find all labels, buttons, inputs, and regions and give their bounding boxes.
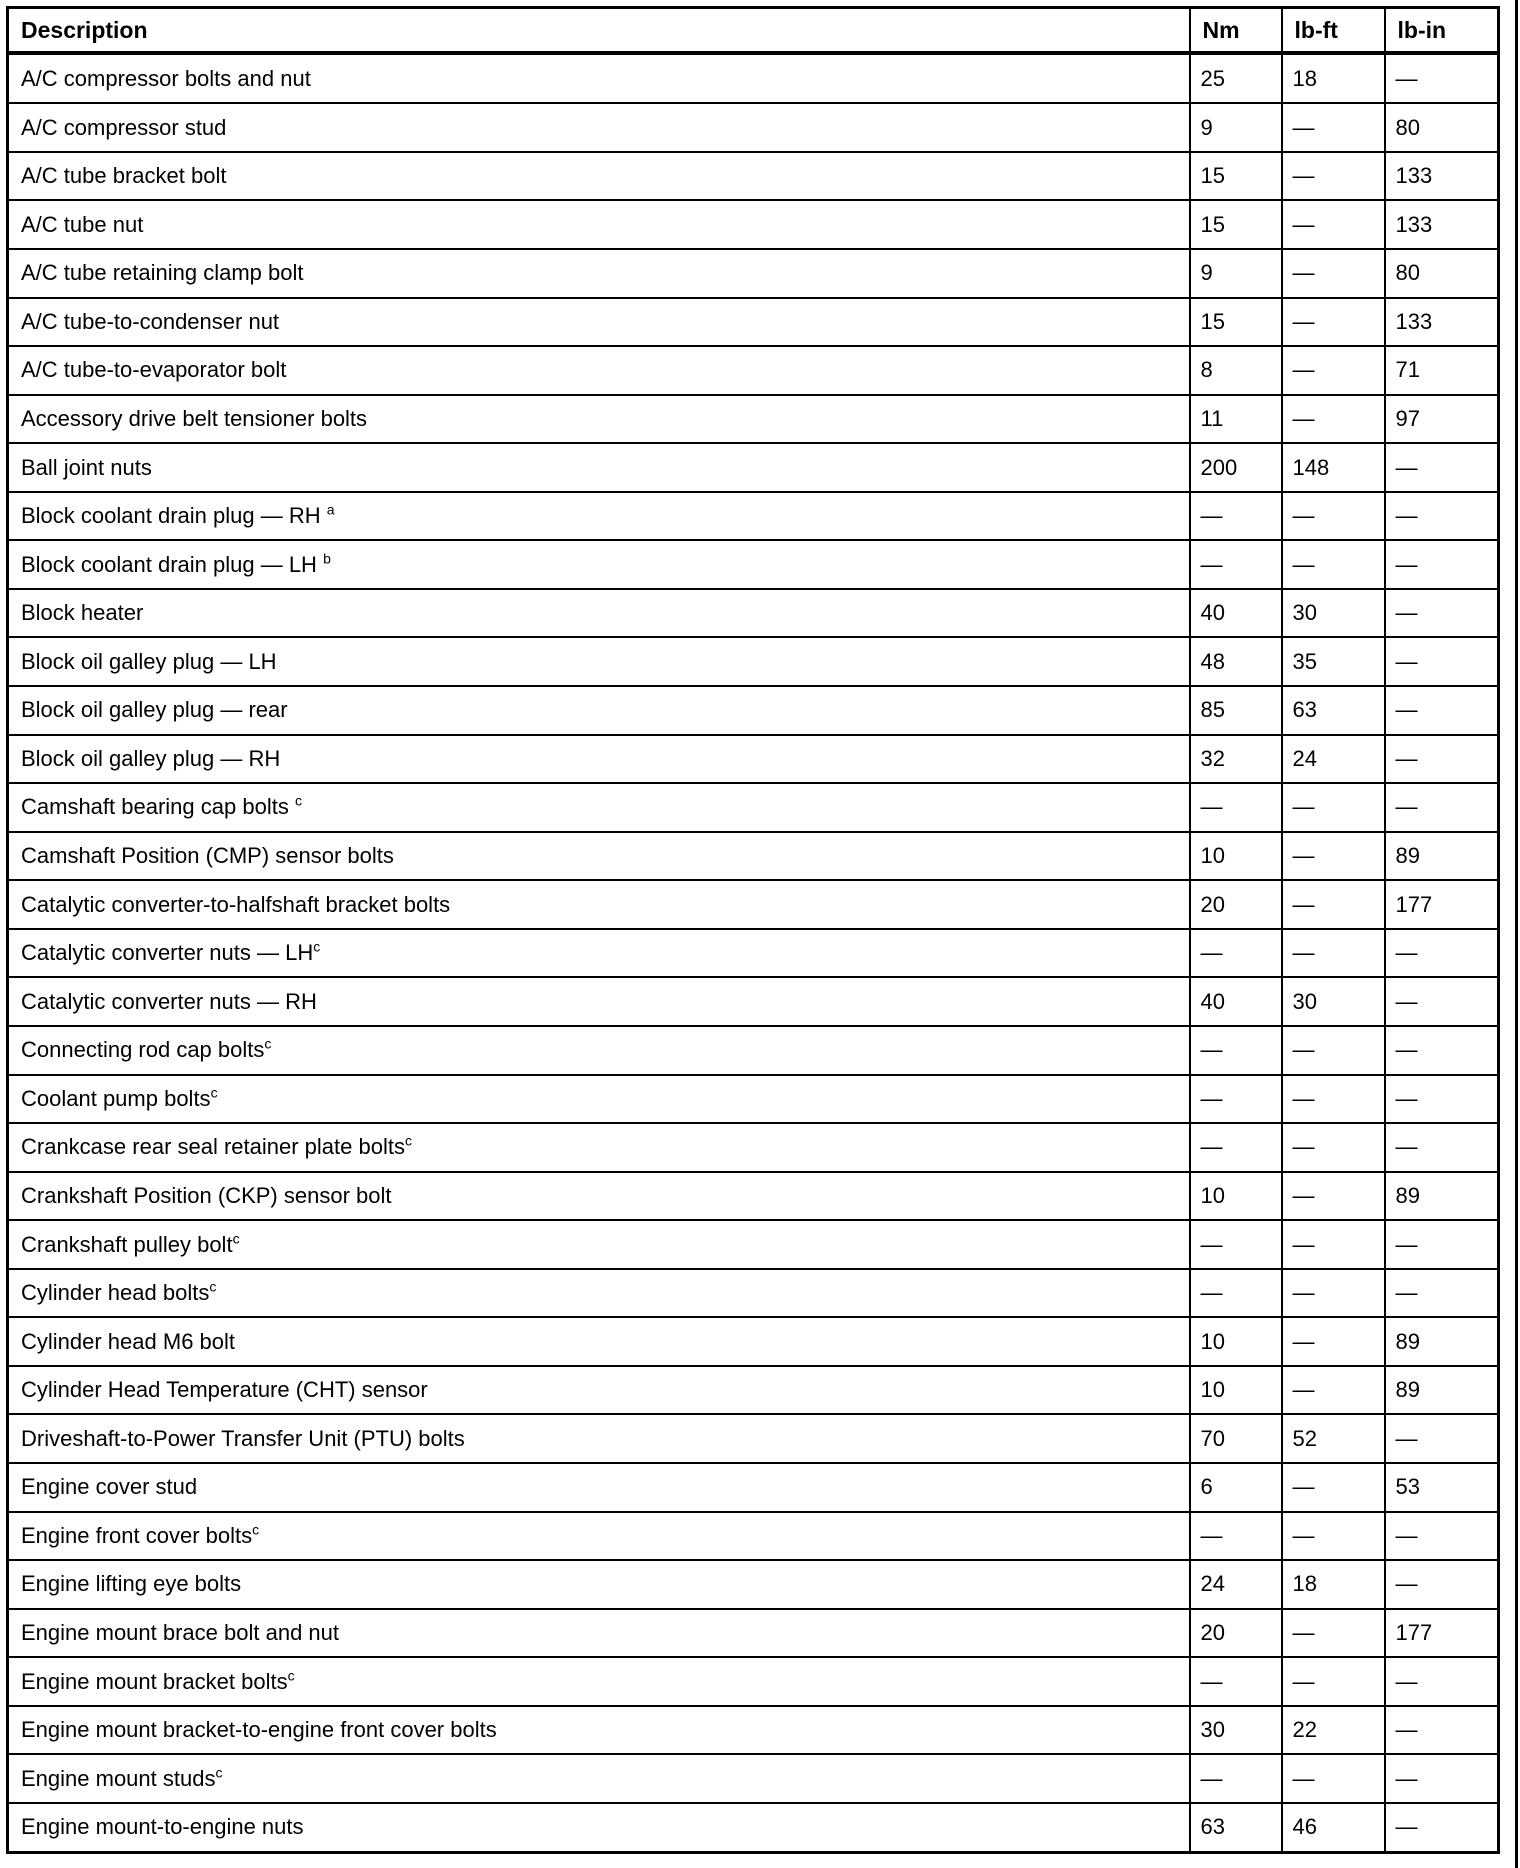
description-cell [8, 589, 1190, 638]
description-text: Block oil galley plug — RH [21, 745, 281, 771]
table-row [8, 1366, 1499, 1415]
description-cell [8, 200, 1190, 249]
description-cell [8, 1317, 1190, 1366]
description-text: A/C tube nut [21, 211, 144, 237]
lb-in-value-cell: 177 [1385, 880, 1499, 929]
nm-value-cell: — [1190, 1026, 1282, 1075]
footnote-marker: c [252, 1521, 260, 1538]
description-cell [8, 929, 1190, 978]
description-text: Block coolant drain plug — LH [21, 551, 324, 577]
table-row [8, 929, 1499, 978]
table-row [8, 1560, 1499, 1609]
description-cell [8, 1366, 1190, 1415]
description-text: Crankshaft Position (CKP) sensor bolt [21, 1182, 392, 1208]
lb-ft-value-cell: — [1282, 298, 1385, 347]
lb-ft-value-cell: — [1282, 1512, 1385, 1561]
table-row [8, 298, 1499, 347]
nm-value-cell: — [1190, 783, 1282, 832]
lb-in-value-cell: — [1385, 1269, 1499, 1318]
nm-value-cell: 6 [1190, 1463, 1282, 1512]
lb-in-value-cell: 177 [1385, 1609, 1499, 1658]
lb-in-value-cell: — [1385, 492, 1499, 541]
table-row [8, 1269, 1499, 1318]
nm-value-cell: 15 [1190, 298, 1282, 347]
footnote-marker: c [209, 1278, 217, 1295]
table-row [8, 1754, 1499, 1803]
description-text: A/C tube-to-condenser nut [21, 308, 280, 334]
description-text: Camshaft Position (CMP) sensor bolts [21, 843, 394, 869]
description-cell [8, 1609, 1190, 1658]
footnote-marker: c [404, 1133, 412, 1150]
lb-ft-value-cell: — [1282, 783, 1385, 832]
lb-in-value-cell: 133 [1385, 200, 1499, 249]
lb-ft-value-cell: — [1282, 1657, 1385, 1706]
table-row [8, 1317, 1499, 1366]
description-text: Engine mount-to-engine nuts [21, 1814, 304, 1840]
footnote-marker: c [232, 1230, 240, 1247]
description-cell [8, 53, 1190, 103]
lb-ft-value-cell: 30 [1282, 977, 1385, 1026]
table-row [8, 832, 1499, 881]
nm-value-cell: 85 [1190, 686, 1282, 735]
table-row [8, 977, 1499, 1026]
lb-ft-value-cell: 148 [1282, 443, 1385, 492]
torque-specifications-table [6, 6, 1500, 1854]
table-row [8, 1609, 1499, 1658]
table-row [8, 783, 1499, 832]
nm-value-cell: 200 [1190, 443, 1282, 492]
table-row [8, 395, 1499, 444]
table-row [8, 589, 1499, 638]
footnote-marker: c [264, 1035, 272, 1052]
footnote-marker: c [294, 793, 302, 810]
lb-ft-value-cell: — [1282, 1269, 1385, 1318]
table-row [8, 200, 1499, 249]
lb-ft-value-cell: — [1282, 1075, 1385, 1124]
lb-in-value-cell: — [1385, 1075, 1499, 1124]
description-text: Accessory drive belt tensioner bolts [21, 405, 368, 431]
lb-ft-value-cell: — [1282, 492, 1385, 541]
description-text: Engine lifting eye bolts [21, 1571, 242, 1597]
footnote-marker: c [287, 1667, 295, 1684]
table-row [8, 1463, 1499, 1512]
description-cell [8, 637, 1190, 686]
footnote-marker: c [215, 1764, 223, 1781]
table-row [8, 637, 1499, 686]
description-cell [8, 1220, 1190, 1269]
lb-ft-value-cell: 52 [1282, 1414, 1385, 1463]
lb-in-value-cell: 89 [1385, 832, 1499, 881]
nm-value-cell: 63 [1190, 1803, 1282, 1853]
description-cell [8, 1706, 1190, 1755]
nm-value-cell: 48 [1190, 637, 1282, 686]
nm-value-cell: 15 [1190, 200, 1282, 249]
description-cell [8, 1560, 1190, 1609]
description-text: A/C compressor stud [21, 114, 227, 140]
nm-value-cell: 15 [1190, 152, 1282, 201]
nm-value-cell: — [1190, 1269, 1282, 1318]
lb-in-value-cell: — [1385, 443, 1499, 492]
description-text: Cylinder Head Temperature (CHT) sensor [21, 1377, 428, 1403]
lb-ft-value-cell: 30 [1282, 589, 1385, 638]
description-cell [8, 1075, 1190, 1124]
nm-value-cell: — [1190, 492, 1282, 541]
lb-ft-value-cell: — [1282, 200, 1385, 249]
table-row [8, 1172, 1499, 1221]
lb-in-value-cell: — [1385, 1754, 1499, 1803]
description-cell [8, 1026, 1190, 1075]
description-text: Engine mount brace bolt and nut [21, 1620, 340, 1646]
lb-ft-value-cell: — [1282, 1463, 1385, 1512]
lb-in-value-cell: 89 [1385, 1172, 1499, 1221]
table-row [8, 1706, 1499, 1755]
table-row [8, 249, 1499, 298]
footnote-marker: c [210, 1084, 218, 1101]
nm-value-cell: 11 [1190, 395, 1282, 444]
table-row [8, 443, 1499, 492]
column-header-description: Description [8, 8, 1190, 54]
lb-ft-value-cell: — [1282, 1754, 1385, 1803]
nm-value-cell: 10 [1190, 1366, 1282, 1415]
description-text: Driveshaft-to-Power Transfer Unit (PTU) bolts [21, 1425, 465, 1451]
description-text: Engine cover stud [21, 1474, 198, 1500]
description-cell [8, 783, 1190, 832]
description-cell [8, 1803, 1190, 1853]
lb-in-value-cell: — [1385, 1706, 1499, 1755]
description-text: A/C tube retaining clamp bolt [21, 260, 304, 286]
nm-value-cell: — [1190, 929, 1282, 978]
column-header-lb-in: lb-in [1385, 8, 1499, 54]
footnote-marker: b [323, 550, 331, 567]
description-cell [8, 298, 1190, 347]
nm-value-cell: — [1190, 1075, 1282, 1124]
description-cell [8, 395, 1190, 444]
table-row [8, 1220, 1499, 1269]
nm-value-cell: 24 [1190, 1560, 1282, 1609]
description-cell [8, 346, 1190, 395]
lb-ft-value-cell: — [1282, 249, 1385, 298]
nm-value-cell: 10 [1190, 1172, 1282, 1221]
table-header [8, 8, 1499, 54]
lb-in-value-cell: — [1385, 929, 1499, 978]
lb-in-value-cell: — [1385, 1123, 1499, 1172]
lb-ft-value-cell: 35 [1282, 637, 1385, 686]
lb-ft-value-cell: 46 [1282, 1803, 1385, 1853]
table-row [8, 880, 1499, 929]
nm-value-cell: 9 [1190, 103, 1282, 152]
lb-ft-value-cell: — [1282, 832, 1385, 881]
description-cell [8, 1172, 1190, 1221]
description-text: Engine mount studs [21, 1765, 216, 1791]
description-cell [8, 977, 1190, 1026]
table-row [8, 53, 1499, 103]
lb-ft-value-cell: — [1282, 1609, 1385, 1658]
description-cell [8, 880, 1190, 929]
nm-value-cell: 10 [1190, 1317, 1282, 1366]
description-text: A/C tube bracket bolt [21, 163, 227, 189]
description-text: Crankcase rear seal retainer plate bolts [21, 1134, 405, 1160]
table-row [8, 103, 1499, 152]
lb-in-value-cell: 97 [1385, 395, 1499, 444]
lb-ft-value-cell: — [1282, 1026, 1385, 1075]
table-row [8, 1512, 1499, 1561]
nm-value-cell: 8 [1190, 346, 1282, 395]
description-text: A/C tube-to-evaporator bolt [21, 357, 287, 383]
lb-ft-value-cell: — [1282, 880, 1385, 929]
table-row [8, 1657, 1499, 1706]
description-text: Catalytic converter-to-halfshaft bracket bolts [21, 891, 451, 917]
lb-in-value-cell: 80 [1385, 103, 1499, 152]
description-cell [8, 152, 1190, 201]
description-text: Engine mount bracket-to-engine front cover bolts [21, 1717, 497, 1743]
description-text: Block oil galley plug — rear [21, 697, 288, 723]
lb-in-value-cell: — [1385, 1560, 1499, 1609]
nm-value-cell: 30 [1190, 1706, 1282, 1755]
lb-in-value-cell: 133 [1385, 298, 1499, 347]
lb-in-value-cell: — [1385, 1512, 1499, 1561]
lb-ft-value-cell: — [1282, 1123, 1385, 1172]
lb-ft-value-cell: — [1282, 1366, 1385, 1415]
description-text: Crankshaft pulley bolt [21, 1231, 233, 1257]
nm-value-cell: — [1190, 1657, 1282, 1706]
column-header-lb-ft: lb-ft [1282, 8, 1385, 54]
nm-value-cell: 32 [1190, 735, 1282, 784]
page-edge-line [1515, 0, 1518, 1868]
table-row [8, 1123, 1499, 1172]
description-text: Catalytic converter nuts — LH [21, 940, 314, 966]
nm-value-cell: 70 [1190, 1414, 1282, 1463]
lb-ft-value-cell: — [1282, 540, 1385, 589]
description-cell [8, 832, 1190, 881]
lb-ft-value-cell: — [1282, 929, 1385, 978]
description-text: Block oil galley plug — LH [21, 648, 277, 674]
description-cell [8, 686, 1190, 735]
lb-ft-value-cell: — [1282, 152, 1385, 201]
table-row [8, 152, 1499, 201]
description-cell [8, 1463, 1190, 1512]
description-text: A/C compressor bolts and nut [21, 65, 311, 91]
table-row [8, 346, 1499, 395]
nm-value-cell: — [1190, 540, 1282, 589]
description-text: Cylinder head M6 bolt [21, 1328, 236, 1354]
lb-in-value-cell: 71 [1385, 346, 1499, 395]
lb-in-value-cell: 89 [1385, 1366, 1499, 1415]
description-text: Engine mount bracket bolts [21, 1668, 288, 1694]
nm-value-cell: 40 [1190, 589, 1282, 638]
description-text: Catalytic converter nuts — RH [21, 988, 317, 1014]
description-cell [8, 1657, 1190, 1706]
table-row [8, 686, 1499, 735]
description-cell [8, 1269, 1190, 1318]
table-row [8, 1803, 1499, 1853]
lb-in-value-cell: 53 [1385, 1463, 1499, 1512]
description-text: Engine front cover bolts [21, 1522, 253, 1548]
description-cell [8, 249, 1190, 298]
description-text: Block coolant drain plug — RH [21, 503, 327, 529]
lb-in-value-cell: — [1385, 686, 1499, 735]
lb-ft-value-cell: 18 [1282, 53, 1385, 103]
description-text: Cylinder head bolts [21, 1280, 210, 1306]
lb-ft-value-cell: — [1282, 395, 1385, 444]
lb-ft-value-cell: 18 [1282, 1560, 1385, 1609]
description-cell [8, 492, 1190, 541]
nm-value-cell: — [1190, 1123, 1282, 1172]
lb-ft-value-cell: 24 [1282, 735, 1385, 784]
table-row [8, 1026, 1499, 1075]
description-cell [8, 103, 1190, 152]
lb-in-value-cell: — [1385, 1803, 1499, 1853]
table-row [8, 735, 1499, 784]
nm-value-cell: — [1190, 1220, 1282, 1269]
description-text: Block heater [21, 600, 144, 626]
lb-in-value-cell: — [1385, 1414, 1499, 1463]
lb-in-value-cell: — [1385, 1026, 1499, 1075]
lb-in-value-cell: — [1385, 735, 1499, 784]
lb-in-value-cell: 89 [1385, 1317, 1499, 1366]
nm-value-cell: — [1190, 1754, 1282, 1803]
lb-in-value-cell: — [1385, 783, 1499, 832]
nm-value-cell: 25 [1190, 53, 1282, 103]
lb-ft-value-cell: — [1282, 1172, 1385, 1221]
description-text: Ball joint nuts [21, 454, 152, 480]
lb-ft-value-cell: — [1282, 103, 1385, 152]
lb-ft-value-cell: — [1282, 1317, 1385, 1366]
description-text: Camshaft bearing cap bolts [21, 794, 295, 820]
nm-value-cell: 20 [1190, 1609, 1282, 1658]
nm-value-cell: 20 [1190, 880, 1282, 929]
table-body [8, 53, 1499, 1853]
lb-ft-value-cell: 63 [1282, 686, 1385, 735]
lb-in-value-cell: — [1385, 977, 1499, 1026]
lb-in-value-cell: — [1385, 1657, 1499, 1706]
description-text: Coolant pump bolts [21, 1085, 211, 1111]
table-row [8, 1075, 1499, 1124]
nm-value-cell: — [1190, 1512, 1282, 1561]
description-cell [8, 1414, 1190, 1463]
table-row [8, 492, 1499, 541]
lb-in-value-cell: 80 [1385, 249, 1499, 298]
footnote-marker: a [326, 501, 335, 518]
lb-in-value-cell: 133 [1385, 152, 1499, 201]
footnote-marker: c [313, 938, 321, 955]
nm-value-cell: 9 [1190, 249, 1282, 298]
description-text: Connecting rod cap bolts [21, 1037, 265, 1063]
lb-in-value-cell: — [1385, 53, 1499, 103]
lb-in-value-cell: — [1385, 1220, 1499, 1269]
description-cell [8, 1754, 1190, 1803]
table-row [8, 540, 1499, 589]
column-header-nm: Nm [1190, 8, 1282, 54]
lb-ft-value-cell: — [1282, 1220, 1385, 1269]
lb-in-value-cell: — [1385, 637, 1499, 686]
nm-value-cell: 40 [1190, 977, 1282, 1026]
lb-in-value-cell: — [1385, 589, 1499, 638]
lb-ft-value-cell: — [1282, 346, 1385, 395]
description-cell [8, 443, 1190, 492]
lb-in-value-cell: — [1385, 540, 1499, 589]
header-row [8, 8, 1499, 54]
description-cell [8, 540, 1190, 589]
description-cell [8, 1512, 1190, 1561]
description-cell [8, 735, 1190, 784]
table-row [8, 1414, 1499, 1463]
lb-ft-value-cell: 22 [1282, 1706, 1385, 1755]
nm-value-cell: 10 [1190, 832, 1282, 881]
description-cell [8, 1123, 1190, 1172]
